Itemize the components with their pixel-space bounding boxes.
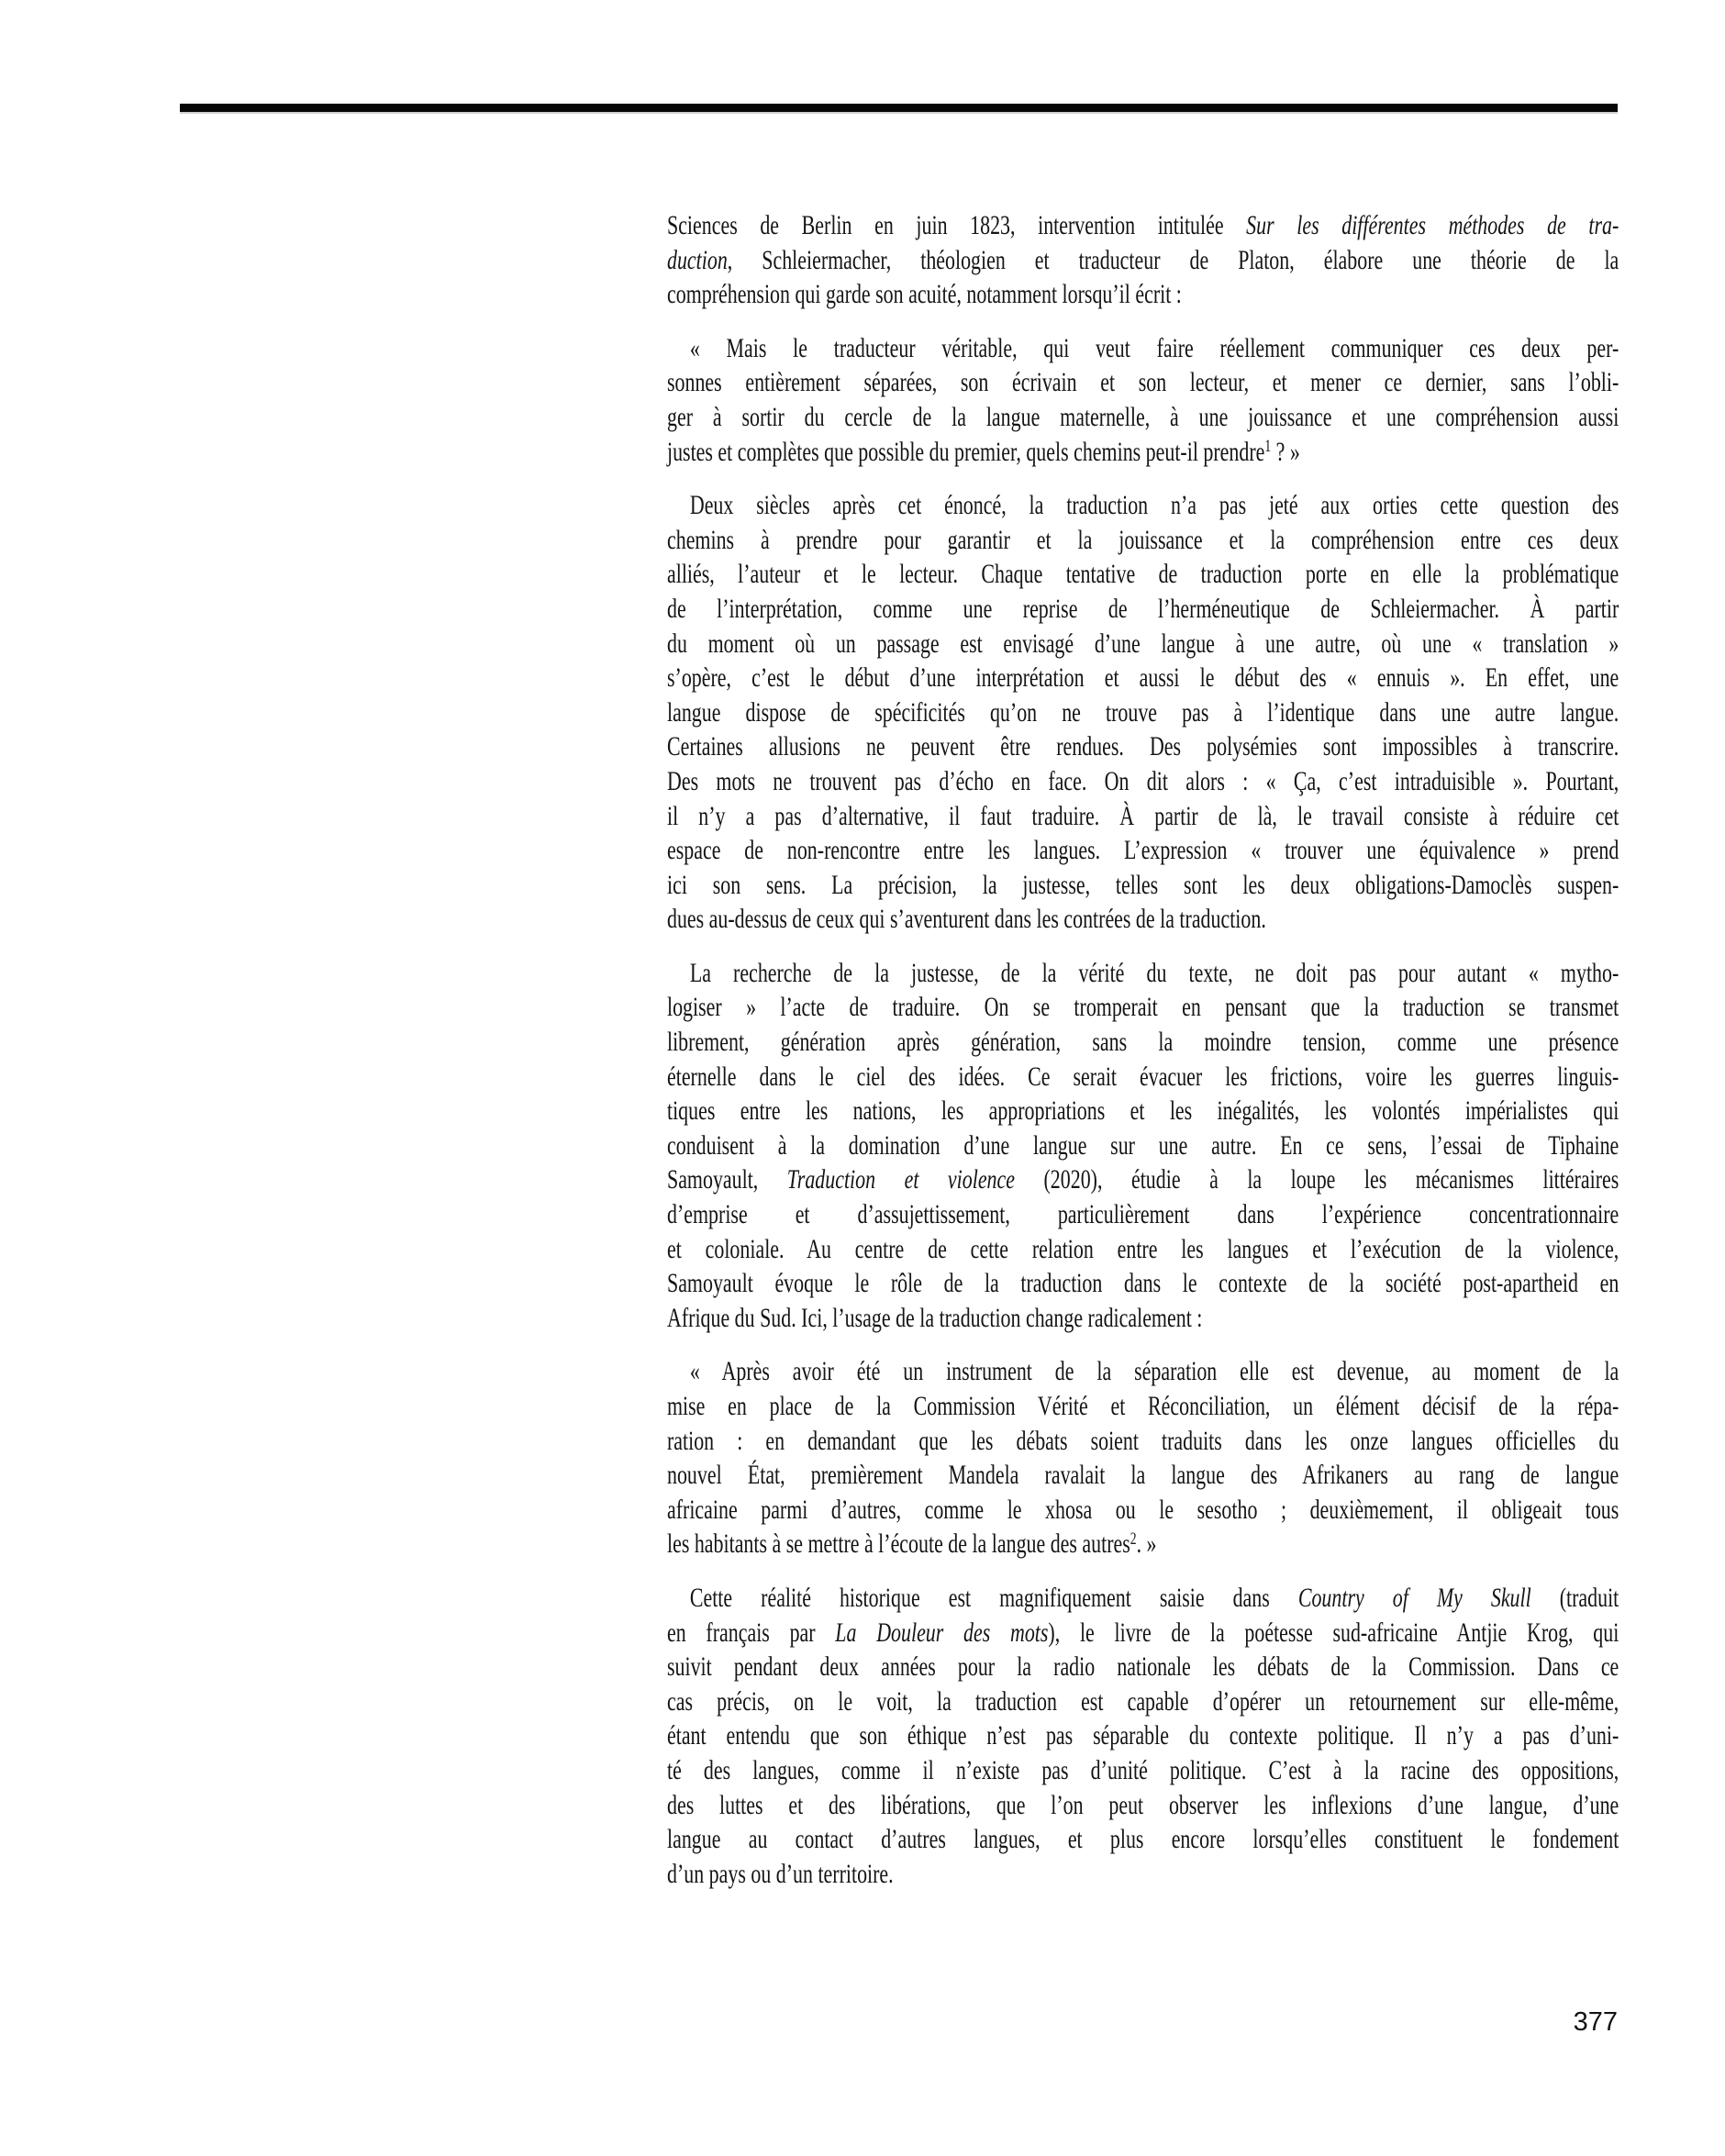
text-line bbox=[667, 400, 1619, 435]
footnote-marker: 1 bbox=[1264, 437, 1272, 457]
text-segment: Deux siècles après cet énoncé, la traduction n’a pas jeté aux orties cette question des bbox=[689, 490, 1619, 521]
text-line bbox=[667, 1266, 1619, 1301]
text-line bbox=[667, 661, 1619, 695]
text-segment: suivit pendant deux années pour la radio nationale les débats de la Commission. Dans ce bbox=[667, 1651, 1619, 1683]
text-line bbox=[667, 365, 1619, 400]
text-line bbox=[667, 592, 1619, 627]
text-line bbox=[667, 1493, 1619, 1528]
text-line bbox=[667, 1162, 1619, 1197]
text-segment: nouvel État, premièrement Mandela ravalait la langue des Afrikaners au rang de langue bbox=[667, 1460, 1619, 1491]
text-segment: Sciences de Berlin en juin 1823, intervention intitulée bbox=[667, 210, 1247, 240]
text-segment: dues au-dessus de ceux qui s’aventurent dans les contrées de la traduction. bbox=[667, 904, 1266, 935]
text-segment: étant entendu que son éthique n’est pas séparable du contexte politique. Il n’y a pas d’uni- bbox=[667, 1720, 1619, 1751]
text-line bbox=[667, 1616, 1619, 1650]
text-segment: des luttes et des libérations, que l’on peut observer les inflexions d’une langue, d’une bbox=[667, 1789, 1619, 1820]
text-line bbox=[667, 1753, 1619, 1788]
text-line bbox=[667, 1128, 1619, 1163]
text-line bbox=[667, 1354, 1619, 1389]
text-segment: s’opère, c’est le début d’une interprétation et aussi le début des « ennuis ». En effet, une bbox=[667, 662, 1619, 694]
text-segment: langue au contact d’autres langues, et plus encore lorsqu’elles constituent le fondement bbox=[667, 1824, 1619, 1855]
text-segment: ration : en demandant que les débats soient traduits dans les onze langues officielles du bbox=[667, 1425, 1619, 1456]
text-line bbox=[667, 277, 1619, 312]
text-segment: il n’y a pas d’alternative, il faut traduire. À partir de là, le travail consiste à réduire cet bbox=[667, 800, 1619, 831]
text-segment: (traduit bbox=[1530, 1582, 1619, 1613]
text-segment: « Après avoir été un instrument de la séparation elle est devenue, au moment de la bbox=[689, 1356, 1619, 1387]
text-line bbox=[667, 331, 1619, 366]
text-segment: et coloniale. Au centre de cette relation entre les langues et l’exécution de la violence, bbox=[667, 1233, 1619, 1264]
text-segment: Samoyault, bbox=[667, 1164, 787, 1195]
quote-paragraph bbox=[667, 1354, 1619, 1561]
body-paragraph bbox=[667, 1581, 1619, 1891]
text-segment: cas précis, on le voit, la traduction est capable d’opérer un retournement sur elle-même, bbox=[667, 1685, 1619, 1717]
text-line bbox=[667, 627, 1619, 661]
text-line bbox=[667, 1025, 1619, 1060]
text-line bbox=[667, 1094, 1619, 1128]
text-line bbox=[667, 1650, 1619, 1684]
text-segment: ger à sortir du cercle de la langue maternelle, à une jouissance et une compréhension aussi bbox=[667, 401, 1619, 432]
top-rule bbox=[180, 104, 1618, 112]
text-line bbox=[667, 729, 1619, 764]
text-line bbox=[667, 902, 1619, 937]
text-line bbox=[667, 1527, 1619, 1561]
text-segment: alliés, l’auteur et le lecteur. Chaque tentative de traduction porte en elle la problématique bbox=[667, 559, 1619, 590]
text-line bbox=[667, 1581, 1619, 1616]
text-segment: logiser » l’acte de traduire. On se tromperait en pensant que la traduction se transmet bbox=[667, 992, 1619, 1023]
text-segment: (2020), étudie à la loupe les mécanismes littéraires bbox=[1014, 1164, 1619, 1195]
text-line bbox=[667, 1857, 1619, 1892]
text-segment: té des langues, comme il n’existe pas d’unité politique. C’est à la racine des oppositions, bbox=[667, 1754, 1619, 1785]
text-line bbox=[667, 208, 1619, 243]
italic-text: Country of My Skull bbox=[1297, 1582, 1531, 1613]
text-segment: justes et complètes que possible du premier, quels chemins peut-il prendre bbox=[667, 436, 1265, 467]
text-segment: . » bbox=[1136, 1528, 1157, 1560]
text-line bbox=[667, 1197, 1619, 1232]
text-line bbox=[667, 1424, 1619, 1459]
text-line bbox=[667, 695, 1619, 730]
text-segment: La recherche de la justesse, de la vérité du texte, ne doit pas pour autant « mytho- bbox=[689, 957, 1619, 988]
text-segment: du moment où un passage est envisagé d’une langue à une autre, où une « translation » bbox=[667, 628, 1619, 659]
italic-text: duction bbox=[667, 244, 728, 275]
text-line bbox=[667, 435, 1619, 470]
text-segment: compréhension qui garde son acuité, notamment lorsqu’il écrit : bbox=[667, 279, 1182, 310]
text-segment: Certaines allusions ne peuvent être rendues. Des polysémies sont impossibles à transcrire. bbox=[667, 731, 1619, 762]
text-segment: mise en place de la Commission Vérité et Réconciliation, un élément décisif de la répa- bbox=[667, 1391, 1619, 1421]
text-line bbox=[667, 799, 1619, 834]
text-segment: conduisent à la domination d’une langue sur une autre. En ce sens, l’essai de Tiphaine bbox=[667, 1129, 1619, 1161]
text-segment: tiques entre les nations, les appropriations et les inégalités, les volontés impérialistes qui bbox=[667, 1095, 1619, 1127]
footnote-marker: 2 bbox=[1130, 1529, 1137, 1550]
text-segment: africaine parmi d’autres, comme le xhosa ou le sesotho ; deuxièmement, il obligeait tous bbox=[667, 1494, 1619, 1525]
text-line bbox=[667, 1718, 1619, 1753]
text-segment: langue dispose de spécificités qu’on ne trouve pas à l’identique dans une autre langue. bbox=[667, 696, 1619, 728]
text-column bbox=[667, 208, 1619, 1891]
text-line bbox=[667, 243, 1619, 278]
text-segment: éternelle dans le ciel des idées. Ce serait évacuer les frictions, voire les guerres linguis- bbox=[667, 1061, 1619, 1092]
text-line bbox=[667, 1822, 1619, 1857]
text-line bbox=[667, 1389, 1619, 1424]
italic-text: Sur les différentes méthodes de tra- bbox=[1246, 210, 1619, 240]
text-segment: en français par bbox=[667, 1617, 836, 1648]
body-paragraph bbox=[667, 488, 1619, 937]
text-segment: d’un pays ou d’un territoire. bbox=[667, 1858, 894, 1889]
text-line bbox=[667, 956, 1619, 991]
text-segment: de l’interprétation, comme une reprise de l’herméneutique de Schleiermacher. À partir bbox=[667, 593, 1619, 624]
text-segment: les habitants à se mettre à l’écoute de la langue des autres bbox=[667, 1528, 1130, 1560]
text-line bbox=[667, 833, 1619, 868]
text-line bbox=[667, 1301, 1619, 1336]
text-segment: , Schleiermacher, théologien et traducteur de Platon, élabore une théorie de la bbox=[727, 244, 1619, 275]
text-line bbox=[667, 1458, 1619, 1493]
italic-text: La Douleur des mots bbox=[835, 1617, 1049, 1648]
text-segment: Des mots ne trouvent pas d’écho en face. On dit alors : « Ça, c’est intraduisible ». Pourtant, bbox=[667, 765, 1619, 796]
italic-text: Traduction et violence bbox=[786, 1164, 1015, 1195]
text-line bbox=[667, 557, 1619, 592]
text-line bbox=[667, 990, 1619, 1025]
text-segment: chemins à prendre pour garantir et la jouissance et la compréhension entre ces deux bbox=[667, 524, 1619, 555]
text-line bbox=[667, 1232, 1619, 1267]
text-segment: espace de non-rencontre entre les langues. L’expression « trouver une équivalence » prend bbox=[667, 835, 1619, 866]
page-number: 377 bbox=[1573, 2007, 1618, 2037]
text-line bbox=[667, 868, 1619, 903]
text-line bbox=[667, 523, 1619, 558]
text-segment: « Mais le traducteur véritable, qui veut faire réellement communiquer ces deux per- bbox=[689, 332, 1619, 363]
body-paragraph bbox=[667, 208, 1619, 312]
text-line bbox=[667, 1060, 1619, 1095]
text-line bbox=[667, 1684, 1619, 1719]
text-segment: Afrique du Sud. Ici, l’usage de la traduction change radicalement : bbox=[667, 1302, 1203, 1333]
quote-paragraph bbox=[667, 331, 1619, 469]
text-segment: ici son sens. La précision, la justesse, telles sont les deux obligations-Damoclès suspen- bbox=[667, 869, 1619, 900]
text-line bbox=[667, 1788, 1619, 1823]
text-segment: librement, génération après génération, sans la moindre tension, comme une présence bbox=[667, 1027, 1619, 1058]
text-segment: sonnes entièrement séparées, son écrivain et son lecteur, et mener ce dernier, sans l’obli- bbox=[667, 367, 1619, 398]
text-line bbox=[667, 488, 1619, 523]
text-segment: ? » bbox=[1271, 436, 1300, 467]
text-segment: d’emprise et d’assujettissement, particulièrement dans l’expérience concentrationnaire bbox=[667, 1199, 1619, 1230]
text-segment: Samoyault évoque le rôle de la traduction dans le contexte de la société post-apartheid en bbox=[667, 1268, 1619, 1299]
text-segment: ), le livre de la poétesse sud-africaine Antjie Krog, qui bbox=[1048, 1617, 1619, 1648]
text-line bbox=[667, 764, 1619, 799]
body-paragraph bbox=[667, 956, 1619, 1336]
text-segment: Cette réalité historique est magnifiquement saisie dans bbox=[689, 1582, 1298, 1613]
